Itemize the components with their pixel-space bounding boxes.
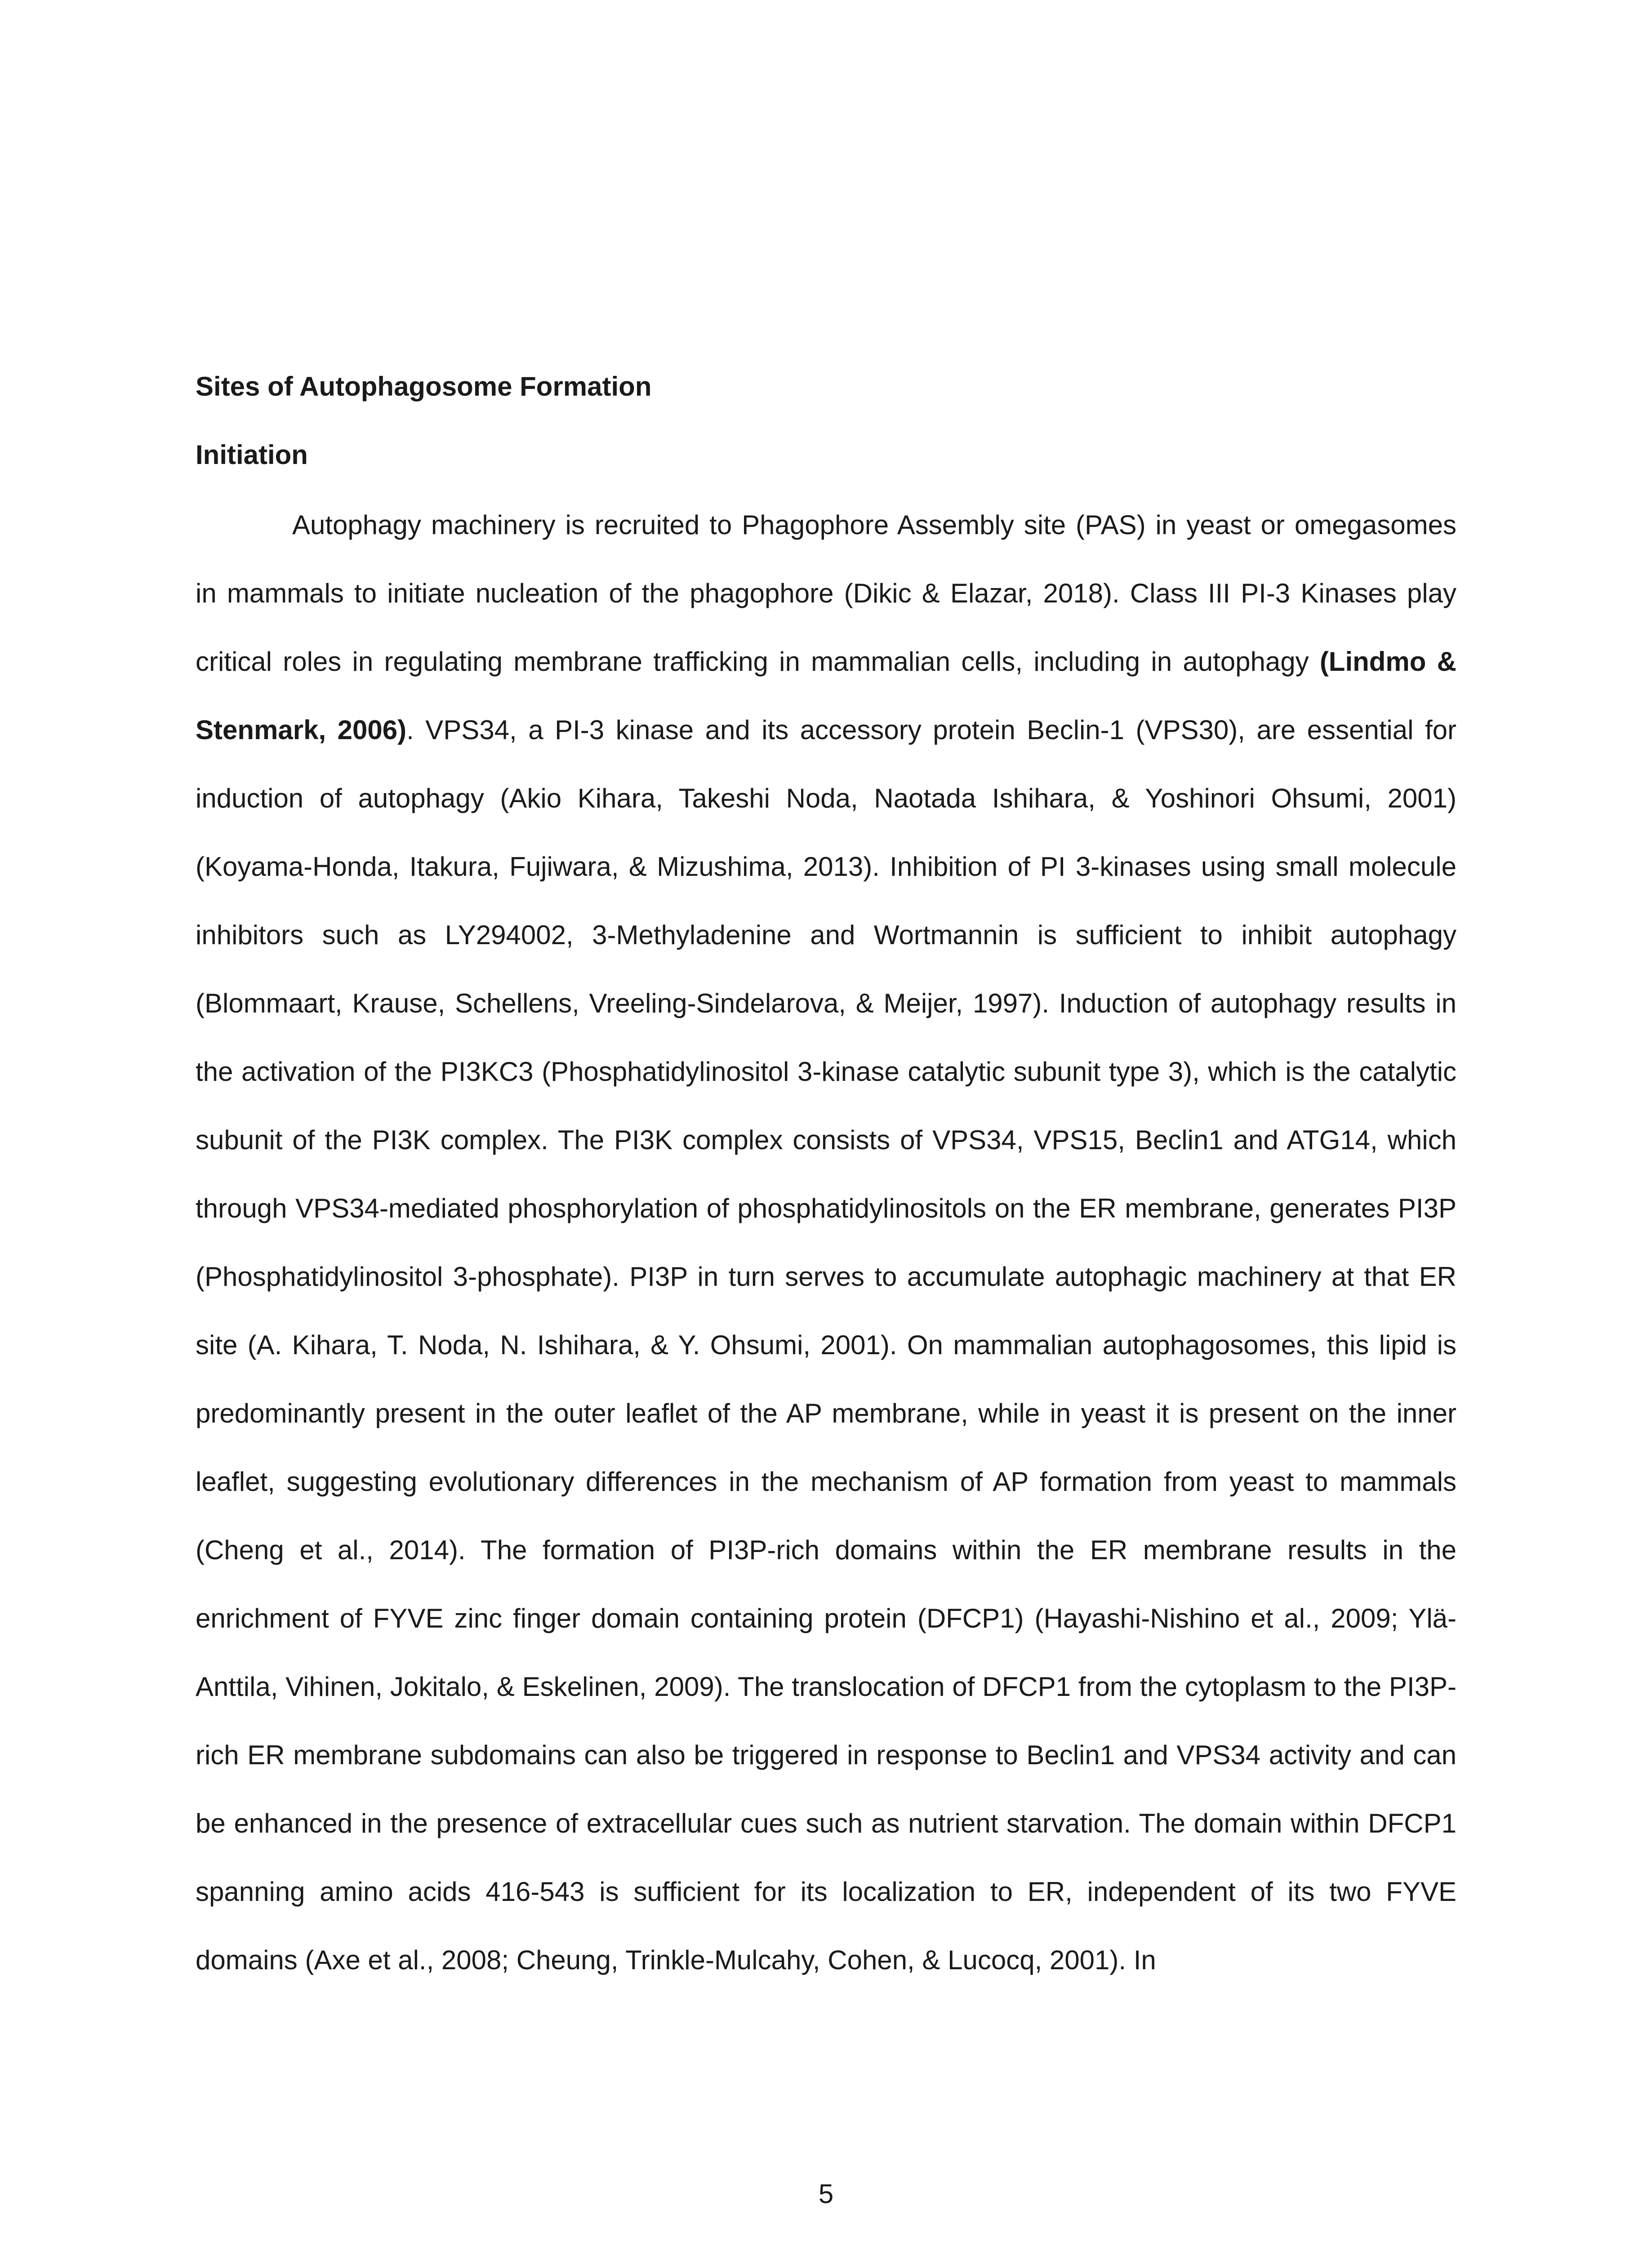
page-content xyxy=(196,369,1456,1994)
paragraph-text-part-2: . VPS34, a PI-3 kinase and its accessory protein Beclin-1 (VPS30), are essential for induction of autophagy (Akio Kihara, Takeshi Noda, Naotada Ishihara, & Yoshinori Ohsumi, 2001) (Koyama-Honda, Itakura, Fujiwara, & Mizushima, 2013). Inhibition of PI 3-kinases using small molecule inhibitors such as LY294002, 3-Methyladenine and Wortmannin is sufficient to inhibit autophagy (Blommaart, Krause, Schellens, Vreeling-Sindelarova, & Meijer, 1997). Induction of autophagy results in the activation of the PI3KC3 (Phosphatidylinositol 3-kinase catalytic subunit type 3), which is the catalytic subunit of the PI3K complex. The PI3K complex consists of VPS34, VPS15, Beclin1 and ATG14, which through VPS34-mediated phosphorylation of phosphatidylinositols on the ER membrane, generates PI3P (Phosphatidylinositol 3-phosphate). PI3P in turn serves to accumulate autophagic machinery at that ER site (A. Kihara, T. Noda, N. Ishihara, & Y. Ohsumi, 2001). On mammalian autophagosomes, this lipid is predominantly present in the outer leaflet of the AP membrane, while in yeast it is present on the inner leaflet, suggesting evolutionary differences in the mechanism of AP formation from yeast to mammals (Cheng et al., 2014). The formation of PI3P-rich domains within the ER membrane results in the enrichment of FYVE zinc finger domain containing protein (DFCP1) (Hayashi-Nishino et al., 2009; Ylä-Anttila, Vihinen, Jokitalo, & Eskelinen, 2009). The translocation of DFCP1 from the cytoplasm to the PI3P-rich ER membrane subdomains can also be triggered in response to Beclin1 and VPS34 activity and can be enhanced in the presence of extracellular cues such as nutrient starvation. The domain within DFCP1 spanning amino acids 416-543 is sufficient for its localization to ER, independent of its two FYVE domains (Axe et al., 2008; Cheung, Trinkle-Mulcahy, Cohen, & Lucocq, 2001). In xyxy=(196,715,1456,1975)
bold-citation: (Lindmo & Stenmark, 2006) xyxy=(196,647,1456,745)
page-number: 5 xyxy=(818,2179,834,2209)
paragraph-text-part-1: Autophagy machinery is recruited to Phagophore Assembly site (PAS) in yeast or omegasomes in mammals to initiate nucleation of the phagophore (Dikic & Elazar, 2018). Class III PI-3 Kinases play critical roles in regulating membrane trafficking in mammalian cells, including in autophagy xyxy=(196,510,1456,677)
body-paragraph xyxy=(196,491,1456,1994)
section-heading: Sites of Autophagosome Formation xyxy=(196,371,652,401)
subsection-heading: Initiation xyxy=(196,440,308,470)
